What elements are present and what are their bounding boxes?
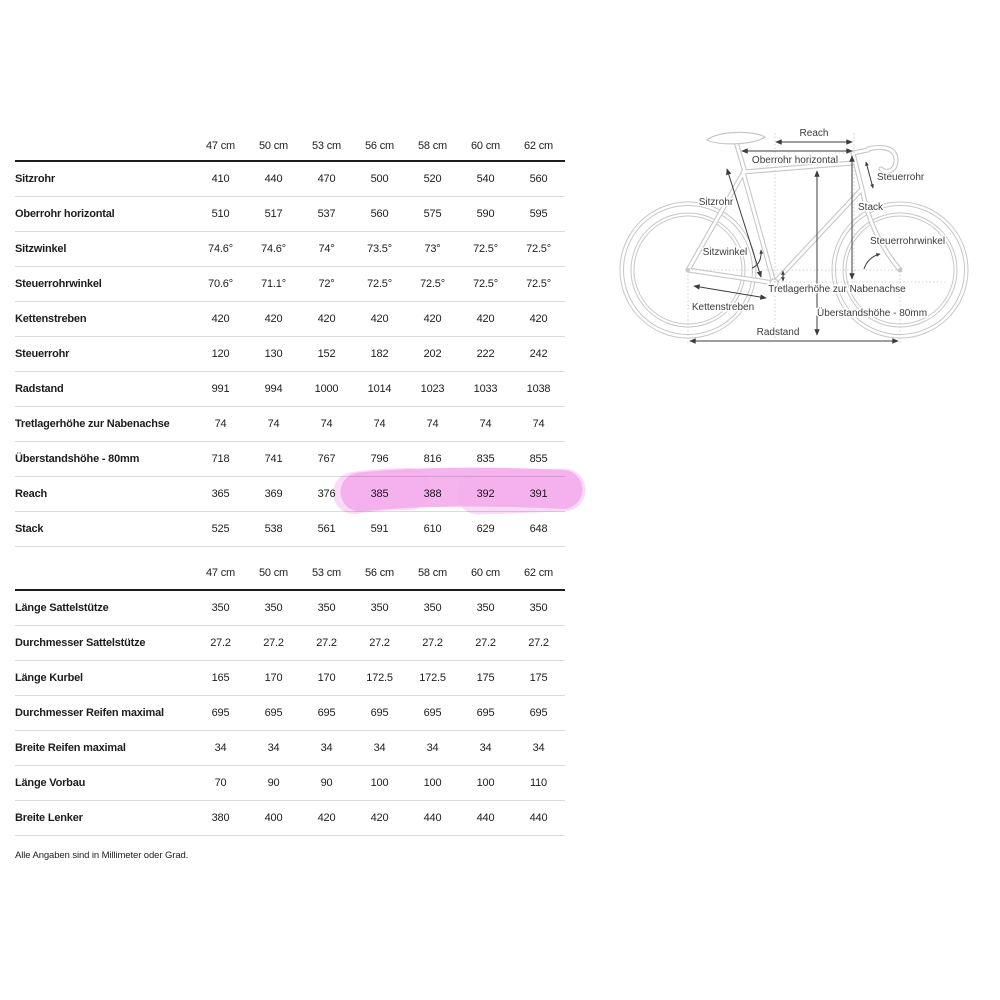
- value-cell: 202: [423, 347, 442, 360]
- value-cell: 90: [320, 776, 333, 789]
- value-cell: 994: [264, 382, 283, 395]
- value-cell: 420: [370, 312, 389, 325]
- diagram-label-ueberstandshoehe: Überstandshöhe - 80mm: [816, 308, 928, 319]
- size-column-header: 50 cm: [259, 566, 288, 579]
- value-cell: 350: [264, 601, 283, 614]
- value-cell: 991: [211, 382, 230, 395]
- value-cell: 222: [476, 347, 495, 360]
- value-cell: 695: [211, 706, 230, 719]
- table-row: [15, 476, 565, 511]
- size-header-row: [15, 131, 565, 161]
- value-cell: 27.2: [475, 636, 496, 649]
- value-cell: 648: [529, 522, 548, 535]
- value-cell: 420: [211, 312, 230, 325]
- value-cell: 767: [317, 452, 336, 465]
- value-cell: 70: [214, 776, 227, 789]
- value-cell: 72.5°: [473, 277, 498, 290]
- value-cell: 350: [317, 601, 336, 614]
- value-cell: 365: [211, 487, 230, 500]
- value-cell: 100: [423, 776, 442, 789]
- table-row: [15, 406, 565, 441]
- value-cell: 388: [423, 487, 442, 500]
- components-table: [15, 556, 565, 836]
- table-row: [15, 371, 565, 406]
- size-header-row: [15, 556, 565, 590]
- value-cell: 74: [373, 417, 386, 430]
- value-cell: 70.6°: [208, 277, 233, 290]
- value-cell: 27.2: [263, 636, 284, 649]
- value-cell: 470: [317, 172, 336, 185]
- size-column-header: 56 cm: [365, 566, 394, 579]
- row-label: Länge Sattelstütze: [15, 601, 109, 614]
- value-cell: 27.2: [422, 636, 443, 649]
- value-cell: 165: [211, 671, 230, 684]
- value-cell: 1023: [420, 382, 445, 395]
- row-label: Reach: [15, 487, 48, 500]
- table-row: [15, 441, 565, 476]
- value-cell: 440: [423, 811, 442, 824]
- value-cell: 170: [317, 671, 336, 684]
- size-column-header: 58 cm: [418, 566, 447, 579]
- value-cell: 718: [211, 452, 230, 465]
- value-cell: 27.2: [316, 636, 337, 649]
- value-cell: 695: [370, 706, 389, 719]
- value-cell: 34: [532, 741, 545, 754]
- table-row: [15, 660, 565, 695]
- value-cell: 561: [317, 522, 336, 535]
- units-note: Alle Angaben sind in Millimeter oder Grad.: [15, 850, 189, 861]
- value-cell: 350: [211, 601, 230, 614]
- value-cell: 350: [476, 601, 495, 614]
- value-cell: 420: [370, 811, 389, 824]
- value-cell: 517: [264, 207, 283, 220]
- row-label: Durchmesser Sattelstütze: [15, 636, 146, 649]
- value-cell: 72.5°: [473, 242, 498, 255]
- value-cell: 695: [529, 706, 548, 719]
- size-column-header: 50 cm: [259, 139, 288, 152]
- value-cell: 34: [426, 741, 439, 754]
- value-cell: 34: [320, 741, 333, 754]
- value-cell: 420: [317, 811, 336, 824]
- value-cell: 110: [530, 776, 547, 789]
- value-cell: 72.5°: [420, 277, 445, 290]
- value-cell: 520: [423, 172, 442, 185]
- corner-cell: [15, 556, 194, 590]
- size-column-header: 60 cm: [471, 566, 500, 579]
- table-row: [15, 765, 565, 800]
- value-cell: 72.5°: [526, 277, 551, 290]
- value-cell: 391: [529, 487, 548, 500]
- value-cell: 695: [264, 706, 283, 719]
- diagram-label-steuerrohr: Steuerrohr: [877, 172, 925, 183]
- value-cell: 72.5°: [526, 242, 551, 255]
- value-cell: 34: [373, 741, 386, 754]
- size-column-header: 62 cm: [524, 139, 553, 152]
- value-cell: 537: [317, 207, 336, 220]
- value-cell: 72.5°: [367, 277, 392, 290]
- value-cell: 400: [264, 811, 283, 824]
- frame-geometry-table: [15, 131, 565, 547]
- value-cell: 172.5: [366, 671, 393, 684]
- value-cell: 440: [264, 172, 283, 185]
- value-cell: 629: [476, 522, 495, 535]
- row-label: Durchmesser Reifen maximal: [15, 706, 164, 719]
- table-row: [15, 231, 565, 266]
- diagram-label-sitzwinkel: Sitzwinkel: [702, 247, 748, 258]
- row-label: Breite Reifen maximal: [15, 741, 126, 754]
- table-row: [15, 695, 565, 730]
- value-cell: 73.5°: [367, 242, 392, 255]
- value-cell: 369: [264, 487, 283, 500]
- diagram-label-tretlagerhoehe: Tretlagerhöhe zur Nabenachse: [768, 284, 906, 295]
- value-cell: 74: [426, 417, 439, 430]
- table-row: [15, 301, 565, 336]
- table-row: [15, 800, 565, 835]
- value-cell: 71.1°: [261, 277, 286, 290]
- diagram-label-steuerrohrwinkel: Steuerrohrwinkel: [870, 236, 946, 247]
- value-cell: 74°: [318, 242, 335, 255]
- table-row: [15, 590, 565, 625]
- value-cell: 27.2: [528, 636, 549, 649]
- table-row: [15, 625, 565, 660]
- size-column-header: 62 cm: [524, 566, 553, 579]
- row-label: Sitzwinkel: [15, 242, 67, 255]
- value-cell: 380: [211, 811, 230, 824]
- value-cell: 796: [370, 452, 389, 465]
- value-cell: 560: [370, 207, 389, 220]
- value-cell: 175: [529, 671, 548, 684]
- size-column-header: 47 cm: [206, 139, 235, 152]
- value-cell: 27.2: [210, 636, 231, 649]
- value-cell: 1014: [367, 382, 392, 395]
- value-cell: 350: [529, 601, 548, 614]
- value-cell: 1038: [526, 382, 551, 395]
- table-row: [15, 196, 565, 231]
- value-cell: 90: [267, 776, 280, 789]
- row-label: Steuerrohr: [15, 347, 70, 360]
- diagram-label-kettenstreben: Kettenstreben: [691, 302, 755, 313]
- diagram-label-radstand: Radstand: [756, 327, 800, 338]
- value-cell: 182: [370, 347, 389, 360]
- value-cell: 420: [317, 312, 336, 325]
- value-cell: 34: [479, 741, 492, 754]
- table-row: [15, 266, 565, 301]
- value-cell: 100: [370, 776, 389, 789]
- row-label: Steuerrohrwinkel: [15, 277, 102, 290]
- value-cell: 74: [479, 417, 492, 430]
- value-cell: 855: [529, 452, 548, 465]
- row-label: Oberrohr horizontal: [15, 207, 115, 220]
- value-cell: 610: [423, 522, 442, 535]
- value-cell: 376: [317, 487, 336, 500]
- value-cell: 741: [264, 452, 283, 465]
- value-cell: 540: [476, 172, 495, 185]
- row-label: Stack: [15, 522, 44, 535]
- value-cell: 74: [214, 417, 227, 430]
- value-cell: 34: [214, 741, 227, 754]
- value-cell: 130: [264, 347, 283, 360]
- value-cell: 72°: [318, 277, 335, 290]
- size-column-header: 47 cm: [206, 566, 235, 579]
- row-label: Länge Kurbel: [15, 671, 83, 684]
- row-label: Tretlagerhöhe zur Nabenachse: [15, 417, 170, 430]
- value-cell: 392: [476, 487, 495, 500]
- value-cell: 591: [370, 522, 389, 535]
- diagram-label-sitzrohr: Sitzrohr: [698, 197, 734, 208]
- value-cell: 816: [423, 452, 442, 465]
- value-cell: 695: [317, 706, 336, 719]
- value-cell: 420: [476, 312, 495, 325]
- value-cell: 420: [529, 312, 548, 325]
- table-row: [15, 161, 565, 196]
- row-label: Sitzrohr: [15, 172, 55, 185]
- value-cell: 500: [370, 172, 389, 185]
- value-cell: 590: [476, 207, 495, 220]
- value-cell: 595: [529, 207, 548, 220]
- row-label: Länge Vorbau: [15, 776, 86, 789]
- value-cell: 695: [476, 706, 495, 719]
- table-row: [15, 511, 565, 546]
- value-cell: 74: [532, 417, 545, 430]
- row-label: Überstandshöhe - 80mm: [15, 452, 140, 465]
- value-cell: 242: [529, 347, 548, 360]
- value-cell: 410: [211, 172, 230, 185]
- value-cell: 420: [264, 312, 283, 325]
- value-cell: 510: [211, 207, 230, 220]
- value-cell: 170: [264, 671, 283, 684]
- row-label: Kettenstreben: [15, 312, 87, 325]
- value-cell: 350: [423, 601, 442, 614]
- value-cell: 560: [529, 172, 548, 185]
- size-column-header: 53 cm: [312, 566, 341, 579]
- diagram-label-stack: Stack: [858, 202, 884, 213]
- value-cell: 385: [370, 487, 389, 500]
- value-cell: 538: [264, 522, 283, 535]
- value-cell: 74: [320, 417, 333, 430]
- value-cell: 27.2: [369, 636, 390, 649]
- value-cell: 440: [529, 811, 548, 824]
- size-column-header: 53 cm: [312, 139, 341, 152]
- size-column-header: 56 cm: [365, 139, 394, 152]
- value-cell: 74.6°: [208, 242, 233, 255]
- table-row: [15, 336, 565, 371]
- value-cell: 440: [476, 811, 495, 824]
- value-cell: 34: [267, 741, 280, 754]
- value-cell: 175: [476, 671, 495, 684]
- value-cell: 100: [476, 776, 495, 789]
- table-row: [15, 730, 565, 765]
- diagram-label-oberrohr: Oberrohr horizontal: [751, 155, 839, 166]
- value-cell: 835: [476, 452, 495, 465]
- value-cell: 1033: [473, 382, 498, 395]
- diagram-label-reach: Reach: [799, 128, 829, 139]
- size-column-header: 60 cm: [471, 139, 500, 152]
- saddle: [707, 132, 765, 143]
- value-cell: 74.6°: [261, 242, 286, 255]
- bike-geometry-diagram: [613, 103, 1000, 353]
- row-label: Breite Lenker: [15, 811, 83, 824]
- corner-cell: [15, 131, 194, 161]
- value-cell: 73°: [424, 242, 441, 255]
- value-cell: 525: [211, 522, 230, 535]
- value-cell: 695: [423, 706, 442, 719]
- value-cell: 420: [423, 312, 442, 325]
- value-cell: 575: [423, 207, 442, 220]
- value-cell: 172.5: [419, 671, 446, 684]
- size-column-header: 58 cm: [418, 139, 447, 152]
- value-cell: 74: [267, 417, 280, 430]
- value-cell: 120: [211, 347, 230, 360]
- value-cell: 1000: [314, 382, 339, 395]
- value-cell: 350: [370, 601, 389, 614]
- row-label: Radstand: [15, 382, 64, 395]
- value-cell: 152: [317, 347, 336, 360]
